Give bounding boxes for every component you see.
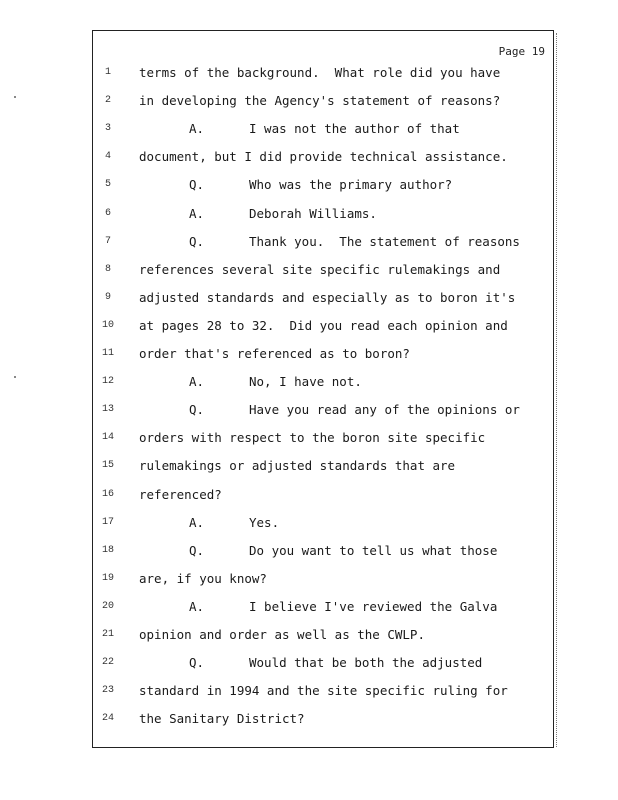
scan-mark bbox=[14, 376, 16, 378]
transcript-line bbox=[93, 625, 553, 645]
line-text: at pages 28 to 32. Did you read each opinion and bbox=[139, 317, 508, 333]
line-text: order that's referenced as to boron? bbox=[139, 346, 410, 361]
transcript-line bbox=[93, 288, 553, 308]
transcript-line bbox=[93, 456, 553, 476]
line-number: 6 bbox=[104, 207, 111, 219]
line-text: adjusted standards and especially as to boron it's bbox=[139, 289, 516, 305]
line-number: 24 bbox=[101, 713, 114, 725]
transcript-line bbox=[93, 428, 553, 448]
line-text: opinion and order as well as the CWLP. bbox=[139, 627, 425, 642]
line-text: in developing the Agency's statement of reasons? bbox=[139, 93, 501, 109]
testimony-text: No, I have not. bbox=[249, 374, 362, 390]
transcript-line bbox=[93, 485, 553, 505]
transcript-line bbox=[93, 316, 553, 336]
line-text bbox=[189, 119, 460, 139]
line-number: 8 bbox=[104, 263, 111, 275]
line-text bbox=[189, 513, 279, 533]
line-number: 11 bbox=[101, 348, 114, 359]
line-text: referenced? bbox=[139, 486, 222, 502]
transcript-line bbox=[93, 63, 553, 83]
testimony-text: Would that be both the adjusted bbox=[249, 655, 483, 671]
testimony-text: Thank you. The statement of reasons bbox=[249, 233, 520, 249]
line-number: 2 bbox=[104, 95, 111, 107]
line-number: 17 bbox=[101, 516, 114, 528]
speaker-label: A. bbox=[189, 121, 205, 137]
scan-mark bbox=[14, 96, 16, 98]
line-text: are, if you know? bbox=[139, 570, 267, 586]
speaker-label: A. bbox=[189, 514, 205, 530]
transcript-line bbox=[93, 344, 553, 364]
line-number: 20 bbox=[101, 600, 114, 612]
line-number: 4 bbox=[104, 151, 111, 163]
transcript-line bbox=[93, 653, 553, 673]
transcript-line bbox=[93, 681, 553, 701]
transcript-line bbox=[93, 260, 553, 280]
line-text: document, but I did provide technical assistance. bbox=[139, 149, 508, 165]
transcript-line bbox=[93, 175, 553, 195]
transcript-line bbox=[93, 204, 553, 224]
speaker-label: Q. bbox=[189, 655, 205, 671]
testimony-text: Who was the primary author? bbox=[249, 177, 453, 193]
line-number: 19 bbox=[101, 572, 114, 584]
line-number: 22 bbox=[101, 657, 114, 669]
line-text: orders with respect to the boron site specific bbox=[139, 430, 486, 446]
speaker-label: A. bbox=[189, 598, 205, 614]
transcript-line bbox=[93, 372, 553, 392]
transcript-line bbox=[93, 400, 553, 420]
line-text: the Sanitary District? bbox=[139, 711, 305, 727]
line-number: 12 bbox=[101, 376, 114, 388]
transcript-line bbox=[93, 569, 553, 589]
transcript-line bbox=[93, 597, 553, 617]
line-text bbox=[189, 372, 362, 392]
testimony-text: I believe I've reviewed the Galva bbox=[249, 598, 498, 614]
line-number: 14 bbox=[101, 432, 114, 444]
line-number: 13 bbox=[101, 404, 114, 416]
line-text bbox=[189, 597, 497, 617]
testimony-text: Have you read any of the opinions or bbox=[249, 402, 520, 418]
line-number: 15 bbox=[101, 460, 114, 472]
speaker-label: Q. bbox=[189, 233, 205, 249]
testimony-text: Do you want to tell us what those bbox=[249, 542, 498, 558]
line-text bbox=[189, 232, 520, 252]
testimony-text: I was not the author of that bbox=[249, 121, 460, 137]
line-text: references several site specific rulemakings and bbox=[139, 261, 501, 277]
speaker-label: Q. bbox=[189, 402, 205, 418]
testimony-text: Deborah Williams. bbox=[249, 205, 377, 221]
line-number: 5 bbox=[104, 179, 111, 191]
line-number: 7 bbox=[104, 235, 111, 247]
speaker-label: A. bbox=[189, 374, 205, 390]
page-number: Page 19 bbox=[498, 45, 545, 58]
line-number: 16 bbox=[101, 488, 114, 500]
line-text: standard in 1994 and the site specific ruling for bbox=[139, 683, 508, 699]
transcript-line bbox=[93, 709, 553, 729]
speaker-label: Q. bbox=[189, 542, 205, 558]
line-number: 10 bbox=[101, 319, 114, 331]
line-text bbox=[189, 175, 452, 195]
speaker-label: A. bbox=[189, 205, 205, 221]
line-number: 3 bbox=[104, 123, 111, 135]
transcript-page bbox=[92, 30, 554, 748]
line-number: 1 bbox=[104, 67, 111, 78]
line-text bbox=[189, 541, 497, 561]
line-text: terms of the background. What role did you have bbox=[139, 65, 501, 80]
transcript-line bbox=[93, 541, 553, 561]
transcript-line bbox=[93, 232, 553, 252]
transcript-line bbox=[93, 91, 553, 111]
transcript-line bbox=[93, 147, 553, 167]
line-number: 9 bbox=[104, 291, 111, 303]
speaker-label: Q. bbox=[189, 177, 205, 193]
line-text: rulemakings or adjusted standards that are bbox=[139, 458, 456, 474]
transcript-line bbox=[93, 119, 553, 139]
line-number: 18 bbox=[101, 544, 114, 556]
line-text bbox=[189, 204, 377, 224]
transcript-line bbox=[93, 513, 553, 533]
line-number: 21 bbox=[101, 629, 114, 640]
testimony-text: Yes. bbox=[249, 514, 280, 530]
line-text bbox=[189, 653, 482, 673]
line-text bbox=[189, 400, 520, 420]
line-number: 23 bbox=[101, 685, 114, 697]
